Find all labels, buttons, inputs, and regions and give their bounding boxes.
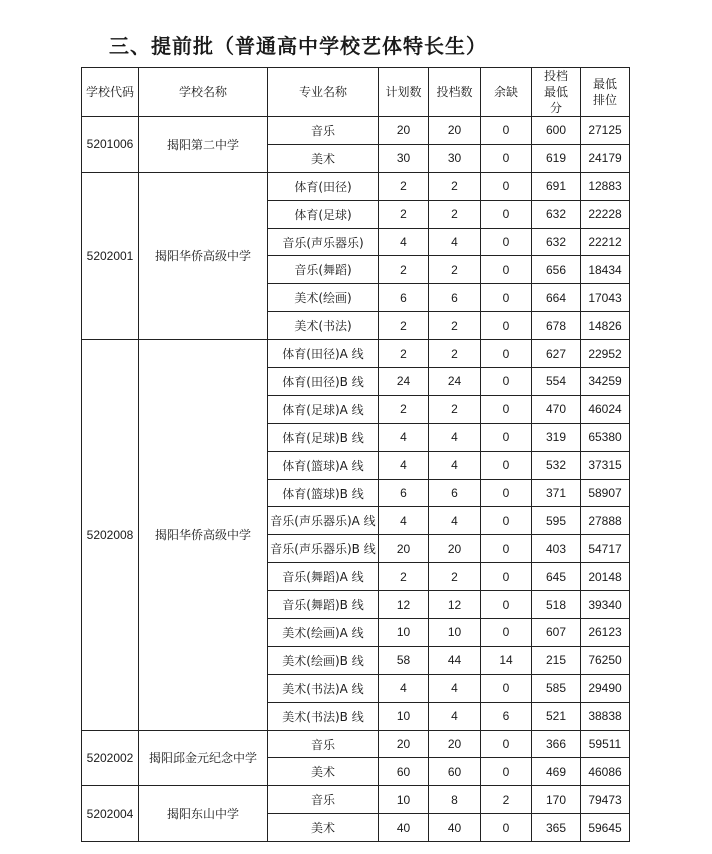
min-rank-cell: 27125 (581, 117, 630, 145)
min-rank-cell: 18434 (581, 256, 630, 284)
min-rank-cell: 39340 (581, 591, 630, 619)
table-row (82, 730, 630, 758)
plan-count-cell: 6 (379, 284, 429, 312)
min-rank-cell: 12883 (581, 172, 630, 200)
vacancy-cell: 0 (481, 619, 532, 647)
major-cell: 美术(绘画)A 线 (268, 619, 379, 647)
min-score-cell: 554 (532, 368, 581, 396)
min-score-cell: 366 (532, 730, 581, 758)
plan-count-cell: 4 (379, 674, 429, 702)
min-rank-cell: 24179 (581, 144, 630, 172)
admission-table (81, 67, 630, 842)
vacancy-cell: 0 (481, 368, 532, 396)
plan-count-cell: 4 (379, 423, 429, 451)
min-score-cell: 645 (532, 563, 581, 591)
min-score-cell: 619 (532, 144, 581, 172)
major-cell: 音乐 (268, 117, 379, 145)
major-cell: 音乐(舞蹈) (268, 256, 379, 284)
plan-count-cell: 58 (379, 646, 429, 674)
filed-count-cell: 44 (429, 646, 481, 674)
min-rank-cell: 22212 (581, 228, 630, 256)
filed-count-cell: 60 (429, 758, 481, 786)
vacancy-cell: 0 (481, 423, 532, 451)
major-cell: 体育(篮球)B 线 (268, 479, 379, 507)
plan-count-cell: 10 (379, 619, 429, 647)
school-code-cell: 5202004 (82, 786, 139, 842)
major-cell: 体育(足球)B 线 (268, 423, 379, 451)
filed-count-cell: 2 (429, 200, 481, 228)
filed-count-cell: 20 (429, 730, 481, 758)
filed-count-cell: 8 (429, 786, 481, 814)
plan-count-cell: 2 (379, 395, 429, 423)
min-rank-cell: 22228 (581, 200, 630, 228)
school-code-cell: 5202002 (82, 730, 139, 786)
min-rank-cell: 27888 (581, 507, 630, 535)
vacancy-cell: 2 (481, 786, 532, 814)
vacancy-cell: 0 (481, 284, 532, 312)
header-school-code: 学校代码 (82, 68, 139, 117)
min-score-cell: 170 (532, 786, 581, 814)
plan-count-cell: 2 (379, 312, 429, 340)
plan-count-cell: 20 (379, 117, 429, 145)
min-score-cell: 371 (532, 479, 581, 507)
vacancy-cell: 14 (481, 646, 532, 674)
vacancy-cell: 0 (481, 591, 532, 619)
plan-count-cell: 2 (379, 200, 429, 228)
major-cell: 体育(田径)B 线 (268, 368, 379, 396)
major-cell: 音乐 (268, 786, 379, 814)
major-cell: 美术 (268, 814, 379, 842)
table-row (82, 117, 630, 145)
min-score-cell: 656 (532, 256, 581, 284)
vacancy-cell: 0 (481, 479, 532, 507)
filed-count-cell: 2 (429, 256, 481, 284)
filed-count-cell: 10 (429, 619, 481, 647)
table-body (82, 117, 630, 842)
major-cell: 音乐(声乐器乐)A 线 (268, 507, 379, 535)
filed-count-cell: 40 (429, 814, 481, 842)
vacancy-cell: 0 (481, 228, 532, 256)
major-cell: 音乐(声乐器乐)B 线 (268, 535, 379, 563)
vacancy-cell: 0 (481, 814, 532, 842)
school-code-cell: 5202008 (82, 340, 139, 730)
min-rank-cell: 37315 (581, 451, 630, 479)
filed-count-cell: 4 (429, 451, 481, 479)
vacancy-cell: 0 (481, 563, 532, 591)
plan-count-cell: 4 (379, 451, 429, 479)
min-score-cell: 632 (532, 200, 581, 228)
vacancy-cell: 0 (481, 758, 532, 786)
vacancy-cell: 0 (481, 200, 532, 228)
school-name-cell: 揭阳邱金元纪念中学 (139, 730, 268, 786)
min-rank-cell: 65380 (581, 423, 630, 451)
filed-count-cell: 20 (429, 535, 481, 563)
filed-count-cell: 2 (429, 312, 481, 340)
min-rank-cell: 17043 (581, 284, 630, 312)
min-score-cell: 521 (532, 702, 581, 730)
table-row (82, 786, 630, 814)
plan-count-cell: 2 (379, 340, 429, 368)
header-school-name: 学校名称 (139, 68, 268, 117)
min-rank-cell: 59511 (581, 730, 630, 758)
header-vacancy: 余缺 (481, 68, 532, 117)
header-major-name: 专业名称 (268, 68, 379, 117)
school-name-cell: 揭阳华侨高级中学 (139, 340, 268, 730)
major-cell: 体育(田径) (268, 172, 379, 200)
plan-count-cell: 20 (379, 535, 429, 563)
major-cell: 美术 (268, 758, 379, 786)
plan-count-cell: 2 (379, 563, 429, 591)
min-score-cell: 664 (532, 284, 581, 312)
filed-count-cell: 4 (429, 228, 481, 256)
min-score-cell: 469 (532, 758, 581, 786)
table-row (82, 340, 630, 368)
plan-count-cell: 12 (379, 591, 429, 619)
major-cell: 美术(书法) (268, 312, 379, 340)
table-row (82, 172, 630, 200)
vacancy-cell: 0 (481, 172, 532, 200)
min-rank-cell: 29490 (581, 674, 630, 702)
filed-count-cell: 4 (429, 674, 481, 702)
min-rank-cell: 20148 (581, 563, 630, 591)
min-score-cell: 470 (532, 395, 581, 423)
min-score-cell: 607 (532, 619, 581, 647)
header-min-rank: 最低排位 (581, 68, 630, 117)
filed-count-cell: 12 (429, 591, 481, 619)
min-rank-cell: 59645 (581, 814, 630, 842)
min-score-cell: 632 (532, 228, 581, 256)
plan-count-cell: 10 (379, 702, 429, 730)
major-cell: 音乐(舞蹈)B 线 (268, 591, 379, 619)
min-rank-cell: 46086 (581, 758, 630, 786)
major-cell: 美术(书法)B 线 (268, 702, 379, 730)
min-score-cell: 365 (532, 814, 581, 842)
major-cell: 音乐 (268, 730, 379, 758)
filed-count-cell: 2 (429, 172, 481, 200)
filed-count-cell: 4 (429, 702, 481, 730)
min-score-cell: 585 (532, 674, 581, 702)
min-score-cell: 600 (532, 117, 581, 145)
vacancy-cell: 0 (481, 730, 532, 758)
min-rank-cell: 46024 (581, 395, 630, 423)
vacancy-cell: 0 (481, 312, 532, 340)
vacancy-cell: 0 (481, 144, 532, 172)
vacancy-cell: 0 (481, 507, 532, 535)
plan-count-cell: 6 (379, 479, 429, 507)
min-score-cell: 678 (532, 312, 581, 340)
filed-count-cell: 4 (429, 423, 481, 451)
filed-count-cell: 2 (429, 340, 481, 368)
plan-count-cell: 10 (379, 786, 429, 814)
school-code-cell: 5201006 (82, 117, 139, 173)
min-rank-cell: 22952 (581, 340, 630, 368)
min-rank-cell: 14826 (581, 312, 630, 340)
vacancy-cell: 0 (481, 674, 532, 702)
min-score-cell: 319 (532, 423, 581, 451)
major-cell: 体育(足球) (268, 200, 379, 228)
school-name-cell: 揭阳华侨高级中学 (139, 172, 268, 339)
plan-count-cell: 24 (379, 368, 429, 396)
header-min-score: 投档最低分 (532, 68, 581, 117)
min-rank-cell: 79473 (581, 786, 630, 814)
min-score-cell: 595 (532, 507, 581, 535)
page-title: 三、提前批（普通高中学校艺体特长生） (109, 34, 487, 58)
major-cell: 体育(篮球)A 线 (268, 451, 379, 479)
major-cell: 体育(足球)A 线 (268, 395, 379, 423)
major-cell: 美术 (268, 144, 379, 172)
vacancy-cell: 6 (481, 702, 532, 730)
min-score-cell: 518 (532, 591, 581, 619)
min-score-cell: 691 (532, 172, 581, 200)
min-score-cell: 215 (532, 646, 581, 674)
filed-count-cell: 4 (429, 507, 481, 535)
filed-count-cell: 2 (429, 395, 481, 423)
filed-count-cell: 2 (429, 563, 481, 591)
plan-count-cell: 4 (379, 507, 429, 535)
filed-count-cell: 20 (429, 117, 481, 145)
vacancy-cell: 0 (481, 117, 532, 145)
min-rank-cell: 26123 (581, 619, 630, 647)
min-score-cell: 627 (532, 340, 581, 368)
school-name-cell: 揭阳第二中学 (139, 117, 268, 173)
min-rank-cell: 54717 (581, 535, 630, 563)
filed-count-cell: 6 (429, 479, 481, 507)
major-cell: 美术(绘画)B 线 (268, 646, 379, 674)
header-plan-count: 计划数 (379, 68, 429, 117)
plan-count-cell: 30 (379, 144, 429, 172)
filed-count-cell: 30 (429, 144, 481, 172)
school-name-cell: 揭阳东山中学 (139, 786, 268, 842)
plan-count-cell: 2 (379, 256, 429, 284)
min-rank-cell: 34259 (581, 368, 630, 396)
plan-count-cell: 60 (379, 758, 429, 786)
plan-count-cell: 20 (379, 730, 429, 758)
header-row (82, 68, 630, 117)
major-cell: 体育(田径)A 线 (268, 340, 379, 368)
filed-count-cell: 6 (429, 284, 481, 312)
min-rank-cell: 76250 (581, 646, 630, 674)
vacancy-cell: 0 (481, 340, 532, 368)
major-cell: 美术(书法)A 线 (268, 674, 379, 702)
vacancy-cell: 0 (481, 395, 532, 423)
header-filed-count: 投档数 (429, 68, 481, 117)
vacancy-cell: 0 (481, 451, 532, 479)
major-cell: 音乐(舞蹈)A 线 (268, 563, 379, 591)
major-cell: 美术(绘画) (268, 284, 379, 312)
min-score-cell: 403 (532, 535, 581, 563)
plan-count-cell: 4 (379, 228, 429, 256)
vacancy-cell: 0 (481, 535, 532, 563)
major-cell: 音乐(声乐器乐) (268, 228, 379, 256)
school-code-cell: 5202001 (82, 172, 139, 339)
min-score-cell: 532 (532, 451, 581, 479)
min-rank-cell: 58907 (581, 479, 630, 507)
plan-count-cell: 2 (379, 172, 429, 200)
vacancy-cell: 0 (481, 256, 532, 284)
plan-count-cell: 40 (379, 814, 429, 842)
min-rank-cell: 38838 (581, 702, 630, 730)
filed-count-cell: 24 (429, 368, 481, 396)
